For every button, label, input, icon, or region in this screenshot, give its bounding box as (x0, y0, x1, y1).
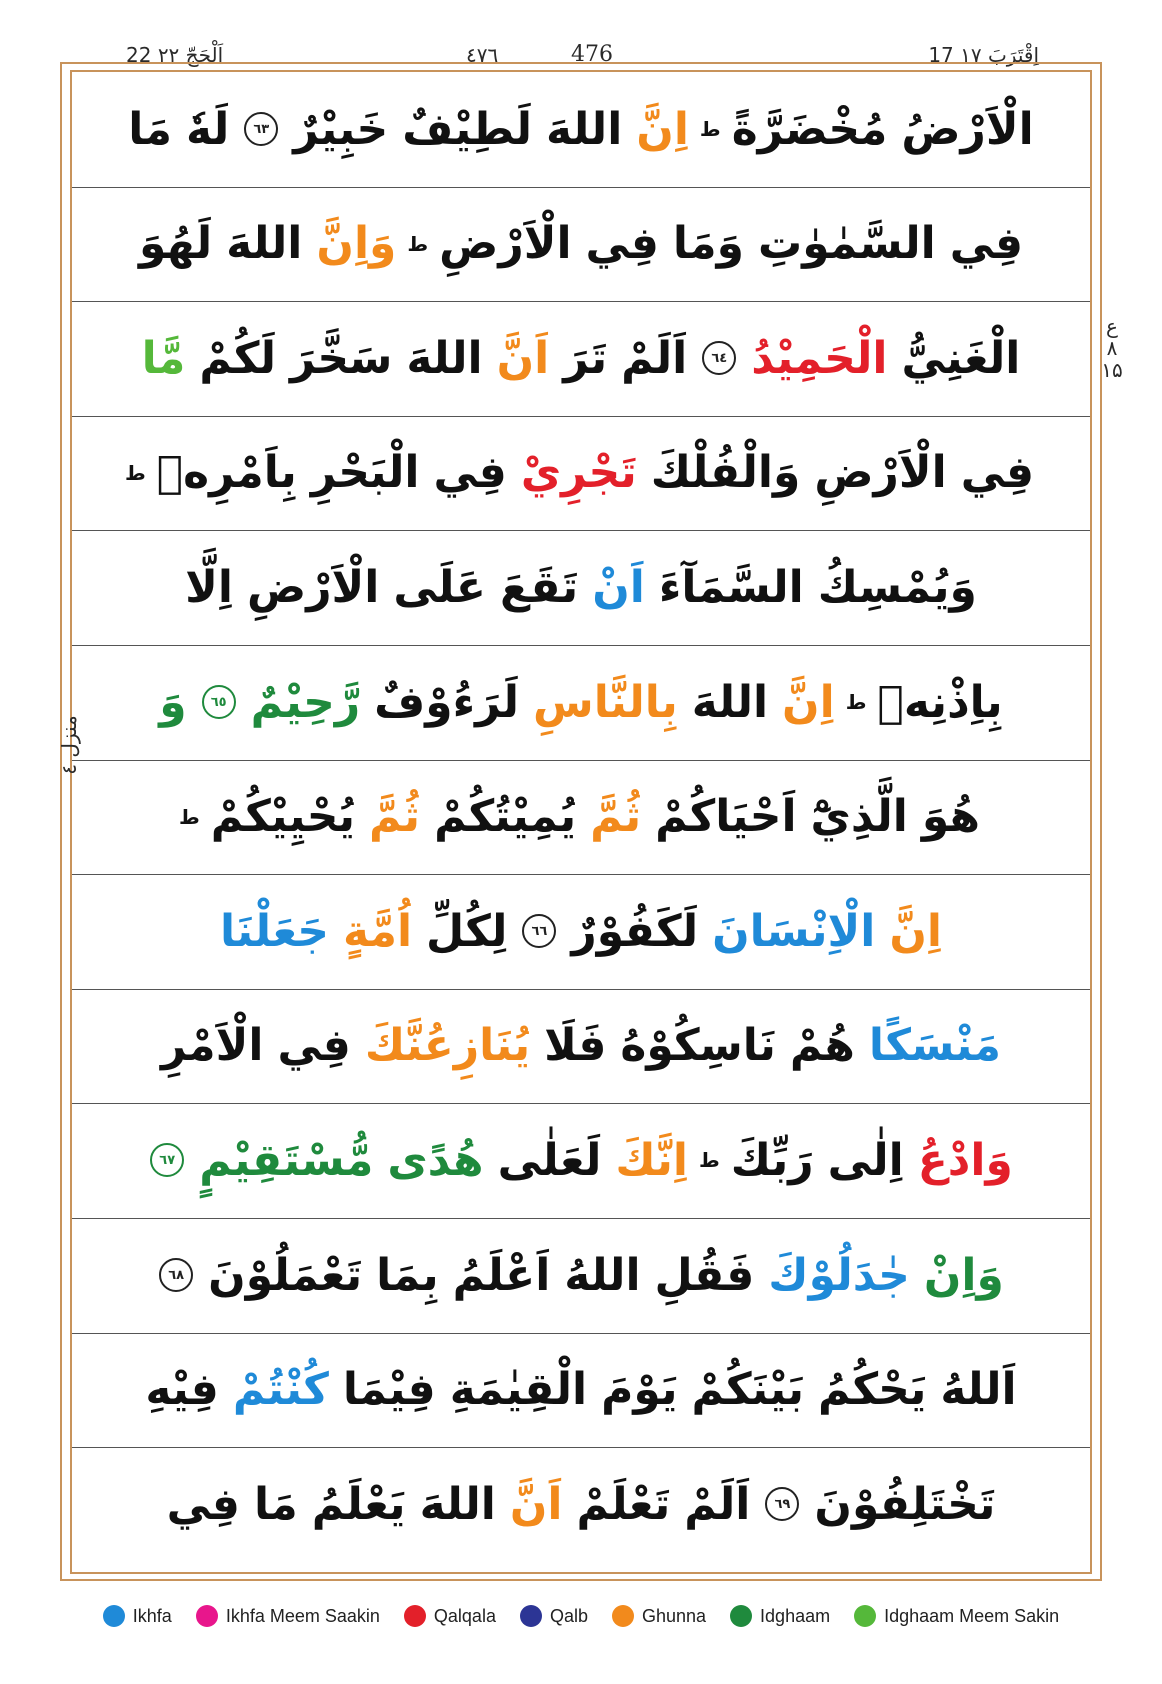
quran-word: بِاَمْرِهٖ (156, 447, 297, 499)
quran-word: بِالنَّاسِ (533, 676, 678, 728)
quran-word: يَوْمَ (601, 1364, 678, 1416)
waqf-sign: ط (125, 460, 146, 485)
legend-label: Idghaam Meem Sakin (884, 1605, 1060, 1626)
quran-word: اللهُ (564, 1249, 641, 1301)
quran-word: لَعَلٰى (497, 1134, 602, 1186)
quran-word: اِلٰى (827, 1134, 904, 1186)
quran-word: اَللهُ (940, 1364, 1017, 1416)
waqf-sign: ط (845, 690, 867, 714)
legend-item (520, 1605, 588, 1627)
quran-word: بِاِذْنِهٖ (877, 676, 1003, 728)
quran-word: وَادْعُ (917, 1134, 1013, 1186)
quran-word: فِي (433, 447, 507, 499)
quran-word: اِنَّ (782, 676, 835, 728)
quran-word: تَخْتَلِفُوْنَ (814, 1478, 996, 1530)
quran-word: هُمْ (789, 1020, 855, 1072)
quran-word: اللهَ (419, 1478, 496, 1530)
legend-color-dot-icon (103, 1605, 125, 1627)
header-juz: 17 اِقْتَرَبَ ١٧ (922, 38, 1045, 72)
quran-line (72, 301, 1090, 415)
quran-word: اُمَّةٍ (343, 905, 413, 957)
quran-word: ثُمَّ (590, 791, 642, 843)
legend-color-dot-icon (196, 1605, 218, 1627)
quran-word: فِي (585, 218, 659, 270)
quran-word: مَّا (141, 332, 186, 384)
quran-word: الْاَرْضِ (814, 447, 947, 499)
ayah-number-marker: ٦٤ (702, 341, 736, 375)
quran-word: يَحْكُمُ (818, 1364, 927, 1416)
quran-word: الْاَرْضِ (439, 218, 572, 270)
quran-word: رَّحِيْمٌ (250, 676, 361, 728)
quran-word: اَنْ (592, 561, 645, 613)
legend-item (612, 1605, 706, 1627)
quran-word: لَكَفُوْرٌ (571, 905, 699, 957)
quran-word: تَجْرِيْ (520, 447, 637, 499)
quran-word: كُنْتُمْ (232, 1364, 329, 1416)
legend-label: Qalb (549, 1605, 588, 1626)
quran-word: اللهَ (546, 103, 623, 155)
legend-color-dot-icon (404, 1605, 426, 1627)
quran-line (72, 1103, 1090, 1217)
quran-word: لَهُوَ (138, 218, 213, 270)
quran-word: اَلَمْ (621, 332, 688, 384)
quran-word: وَمَا (672, 218, 744, 270)
quran-line (72, 645, 1090, 759)
quran-word: مَا (253, 1478, 298, 1530)
quran-word: بَيْنَكُمْ (691, 1364, 805, 1416)
ayah-number-marker: ٦٦ (522, 914, 556, 948)
quran-word: فِي (277, 1020, 351, 1072)
quran-line (72, 72, 1090, 186)
header-page-arabic: ٤٧٦ (460, 38, 504, 72)
quran-word: لَرَءُوْفٌ (374, 676, 520, 728)
quran-line (72, 1218, 1090, 1332)
quran-word: لَهٗ (186, 103, 230, 155)
quran-word: الْاِنْسَانَ (712, 905, 876, 957)
quran-word: فَلَا (544, 1020, 607, 1072)
quran-word: فِيْهِ (145, 1364, 219, 1416)
ayah-number-marker: ٦٧ (150, 1143, 184, 1177)
quran-word: بِمَا (376, 1249, 439, 1301)
quran-word: يُحْيِيْكُمْ (210, 791, 356, 843)
quran-word: لَكُمْ (199, 332, 276, 384)
quran-word: وَالْفُلْكَ (650, 447, 801, 499)
quran-word: اَنَّ (509, 1478, 563, 1530)
quran-word: فِي (960, 447, 1035, 499)
quran-word: لِكُلِّ (426, 905, 508, 957)
quran-word: السَّمَآءَ (658, 561, 804, 613)
quran-line (72, 1333, 1090, 1447)
legend-item (196, 1605, 380, 1627)
quran-word: تَعْمَلُوْنَ (208, 1249, 363, 1301)
waqf-sign: ط (179, 804, 200, 829)
quran-word: الْقِيٰمَةِ (449, 1364, 588, 1416)
quran-word: اللهَ (691, 676, 769, 728)
ruku-marker: ع ۸ ۱۵ (1101, 314, 1123, 382)
quran-line (72, 416, 1090, 530)
quran-word: تَقَعَ (499, 561, 579, 613)
quran-word: هُدًى (387, 1134, 484, 1186)
ayah-number-marker: ٦٣ (244, 112, 278, 146)
legend-label: Ikhfa (132, 1605, 172, 1626)
quran-word: وَاِنْ (923, 1249, 1004, 1301)
ayah-number-marker: ٦٥ (202, 685, 236, 719)
legend-label: Idghaam (760, 1605, 831, 1626)
quran-word: فِي (949, 218, 1024, 270)
quran-word: اِنَّ (636, 103, 689, 155)
header-page-number: 476 (565, 38, 619, 72)
quran-word: اِنَّ (889, 905, 942, 957)
tajweed-legend (0, 1596, 1162, 1636)
legend-color-dot-icon (854, 1605, 876, 1627)
quran-word: الْحَمِيْدُ (751, 332, 888, 384)
quran-word: الْغَنِيُّ (901, 332, 1021, 384)
legend-label: Ikhfa Meem Saakin (225, 1605, 380, 1626)
quran-word: ثُمَّ (369, 791, 421, 843)
quran-word: اِلَّا (185, 561, 234, 613)
quran-word: خَبِيْرٌ (293, 103, 389, 155)
legend-label: Qalqala (433, 1605, 496, 1626)
waqf-sign: ط (407, 231, 429, 256)
quran-word: لَطِيْفٌ (402, 103, 533, 155)
quran-word: مَا (128, 103, 173, 155)
quran-word: اَحْيَاكُمْ (655, 791, 797, 843)
quran-word: فِي (166, 1478, 240, 1530)
legend-color-dot-icon (612, 1605, 634, 1627)
quran-word: وَ (159, 676, 187, 728)
quran-word: تَعْلَمْ (576, 1478, 671, 1530)
quran-word: اَلَمْ (684, 1478, 751, 1530)
quran-word: وَيُمْسِكُ (817, 561, 977, 613)
quran-word: اِنَّكَ (615, 1134, 688, 1186)
quran-line (72, 874, 1090, 988)
quran-word: عَلَى (393, 561, 486, 613)
quran-word: الْبَحْرِ (310, 447, 420, 499)
quran-word: يَعْلَمُ (311, 1478, 406, 1530)
ayah-number-marker: ٦٩ (765, 1487, 799, 1521)
quran-word: اللهَ (226, 218, 303, 270)
waqf-sign: ط (698, 1148, 720, 1173)
manzil-marker: منزل ٤ (57, 715, 81, 775)
quran-line (72, 989, 1090, 1103)
quran-word: مُخْضَرَّةً (731, 103, 888, 155)
legend-label: Ghunna (641, 1605, 707, 1626)
quran-word: مَنْسَكًا (868, 1020, 1001, 1072)
quran-word: يُمِيْتُكُمْ (434, 791, 577, 843)
quran-word: هُوَ (921, 791, 980, 843)
quran-word: الْاَرْضُ (901, 103, 1034, 155)
quran-word: وَاِنَّ (316, 218, 397, 270)
waqf-sign: ط (699, 117, 721, 141)
quran-word: سَخَّرَ (290, 332, 393, 384)
header-surah: 22 اَلْحَجّ ٢٢ (120, 38, 229, 72)
quran-word: جٰدَلُوْكَ (768, 1249, 910, 1301)
legend-color-dot-icon (520, 1605, 542, 1627)
quran-line (72, 187, 1090, 301)
quran-word: اَعْلَمُ (452, 1249, 551, 1301)
quran-word: مُّسْتَقِيْمٍ (199, 1134, 374, 1186)
quran-word: الْاَمْرِ (161, 1020, 264, 1072)
quran-word: فِيْمَا (342, 1364, 436, 1416)
quran-word: اَنَّ (496, 332, 550, 384)
quran-word: يُنَازِعُنَّكَ (364, 1020, 531, 1072)
quran-line (72, 760, 1090, 874)
legend-item (103, 1605, 172, 1627)
ayah-number-marker: ٦٨ (159, 1258, 193, 1292)
quran-word: رَبِّكَ (730, 1134, 814, 1186)
quran-word: الَّذِيْٓ (810, 791, 908, 843)
quran-word: نَاسِكُوْهُ (620, 1020, 776, 1072)
quran-word: اللهَ (406, 332, 483, 384)
quran-word: جَعَلْنَا (220, 905, 330, 957)
quran-line (72, 1447, 1090, 1561)
quran-line (72, 530, 1090, 644)
legend-item (854, 1605, 1059, 1627)
legend-item (404, 1605, 496, 1627)
legend-item (730, 1605, 830, 1627)
quran-word: الْاَرْضِ (247, 561, 380, 613)
legend-color-dot-icon (730, 1605, 752, 1627)
quran-word: السَّمٰوٰتِ (758, 218, 936, 270)
quran-word: تَرَ (563, 332, 608, 384)
quran-word: فَقُلِ (654, 1249, 755, 1301)
